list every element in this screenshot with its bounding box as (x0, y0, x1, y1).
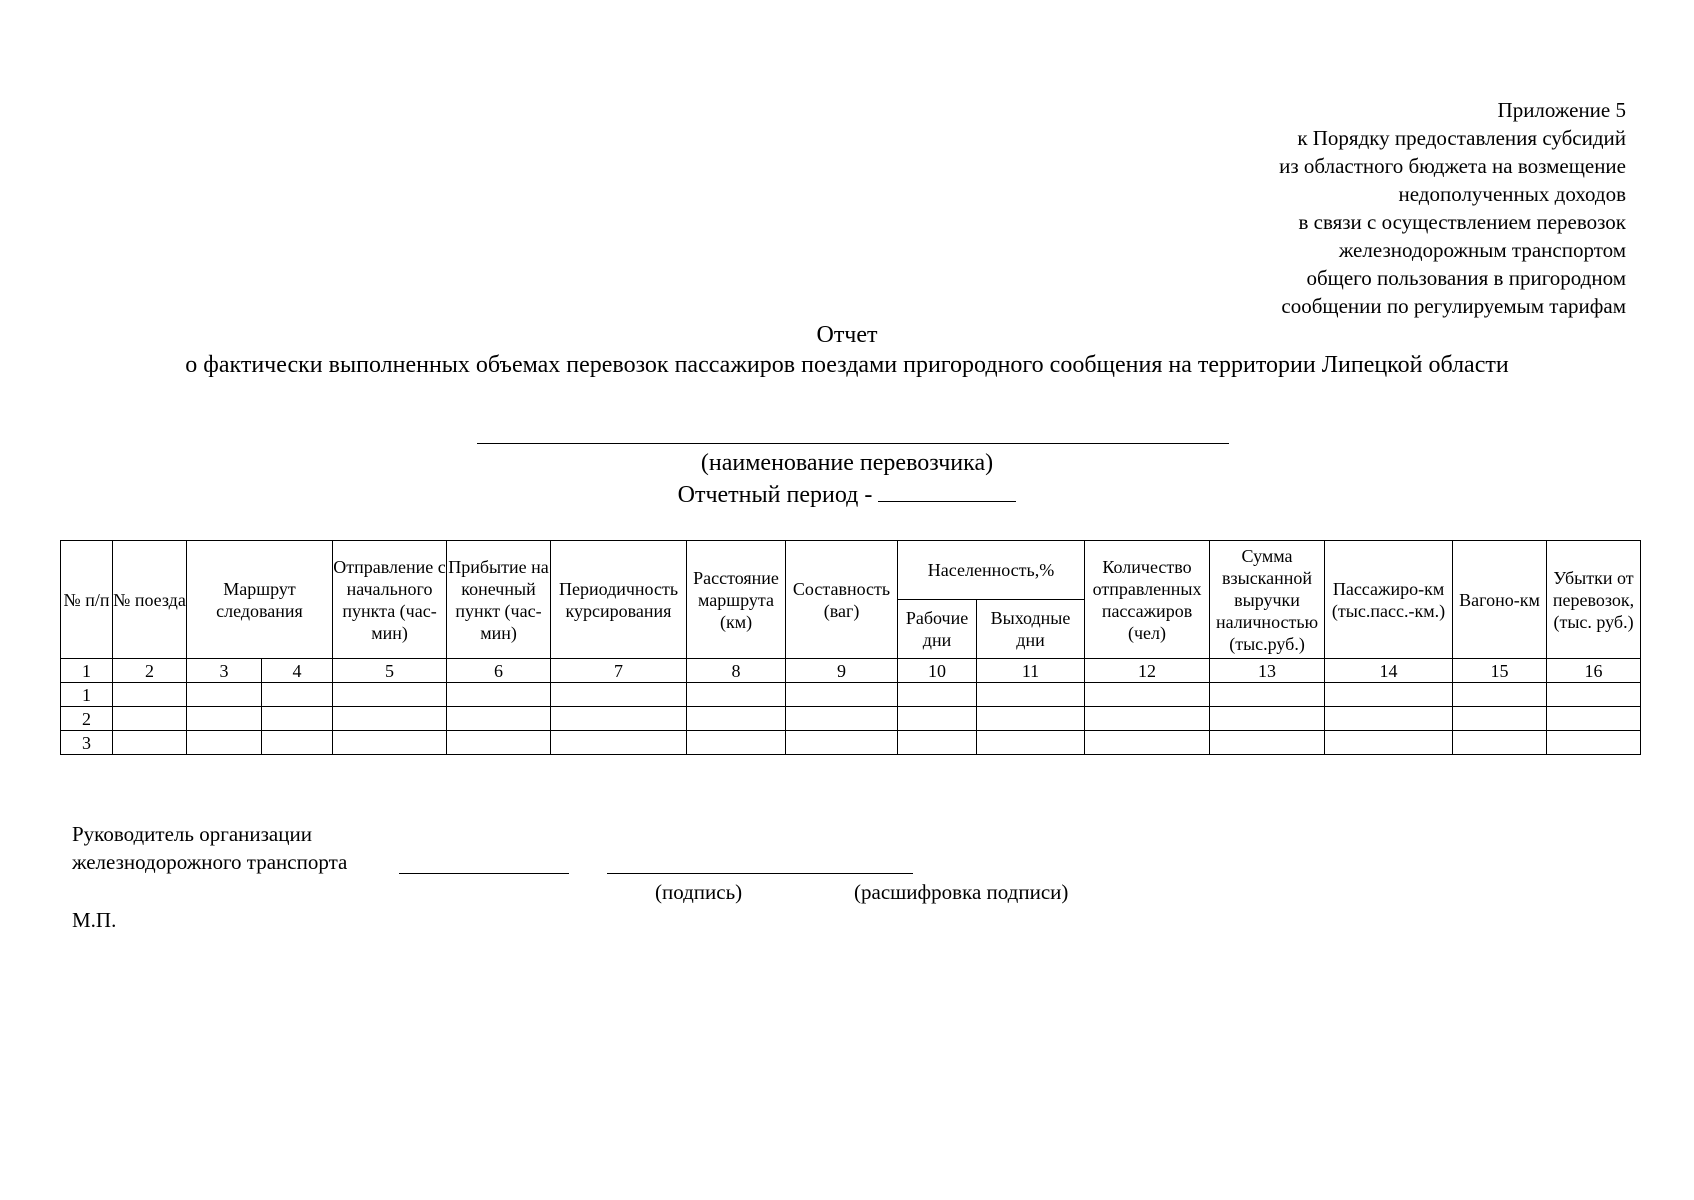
appendix-line: сообщении по регулируемым тарифам (1281, 294, 1626, 318)
table-row (61, 683, 1641, 707)
column-number: 6 (447, 659, 551, 683)
period-field[interactable] (878, 481, 1016, 502)
carrier-caption: (наименование перевозчика) (700, 450, 994, 476)
appendix-block (1279, 96, 1626, 320)
appendix-line: Приложение 5 (1497, 98, 1626, 122)
table-cell[interactable] (1547, 731, 1641, 755)
title-block (0, 320, 1694, 380)
table-cell[interactable] (1325, 683, 1453, 707)
table-cell[interactable] (687, 683, 786, 707)
signature-block (72, 820, 347, 876)
header-occupancy: Населенность,% (898, 541, 1085, 600)
column-number: 4 (262, 659, 333, 683)
appendix-line: в связи с осуществлением перевозок (1298, 210, 1626, 234)
column-number: 9 (786, 659, 898, 683)
signer-title-line1: Руководитель организации (72, 822, 312, 846)
table-cell[interactable] (786, 683, 898, 707)
table-cell[interactable] (977, 707, 1085, 731)
table-cell[interactable] (333, 707, 447, 731)
table-cell[interactable] (977, 683, 1085, 707)
table-cell[interactable] (1325, 707, 1453, 731)
header-composition: Составность (ваг) (786, 541, 898, 659)
decryption-caption: (расшифровка подписи) (854, 880, 1069, 904)
header-departure: Отправление с начального пункта (час-мин) (333, 541, 447, 659)
appendix-line: недополученных доходов (1398, 182, 1626, 206)
row-number: 1 (61, 683, 113, 707)
table-cell[interactable] (1453, 707, 1547, 731)
header-losses: Убытки от перевозок, (тыс. руб.) (1547, 541, 1641, 659)
table-cell[interactable] (113, 707, 187, 731)
column-number: 7 (551, 659, 687, 683)
period-label: Отчетный период - (677, 482, 873, 508)
header-arrival: Прибытие на конечный пункт (час-мин) (447, 541, 551, 659)
header-route: Маршрут следования (187, 541, 333, 659)
table-cell[interactable] (977, 731, 1085, 755)
column-number: 15 (1453, 659, 1547, 683)
document-title: Отчет (816, 322, 878, 348)
signature-caption: (подпись) (655, 880, 743, 904)
table-cell[interactable] (187, 707, 262, 731)
column-number-row (61, 659, 1641, 683)
column-number: 2 (113, 659, 187, 683)
table-cell[interactable] (687, 731, 786, 755)
table-cell[interactable] (262, 707, 333, 731)
header-train: № поезда (113, 541, 187, 659)
table-cell[interactable] (551, 683, 687, 707)
column-number: 8 (687, 659, 786, 683)
row-number: 3 (61, 731, 113, 755)
header-wagon-km: Вагоно-км (1453, 541, 1547, 659)
table-row (61, 731, 1641, 755)
signature-field[interactable] (399, 873, 569, 874)
column-number: 12 (1085, 659, 1210, 683)
header-weekends: Выходные дни (977, 600, 1085, 659)
column-number: 1 (61, 659, 113, 683)
column-number: 16 (1547, 659, 1641, 683)
appendix-line: к Порядку предоставления субсидий (1297, 126, 1626, 150)
column-number: 3 (187, 659, 262, 683)
table-cell[interactable] (1210, 707, 1325, 731)
header-passenger-km: Пассажиро-км (тыс.пасс.-км.) (1325, 541, 1453, 659)
table-cell[interactable] (113, 683, 187, 707)
table-cell[interactable] (898, 731, 977, 755)
table-cell[interactable] (1210, 683, 1325, 707)
column-number: 5 (333, 659, 447, 683)
header-passengers: Количество отправленных пассажиров (чел) (1085, 541, 1210, 659)
column-number: 10 (898, 659, 977, 683)
table-cell[interactable] (551, 731, 687, 755)
table-cell[interactable] (1325, 731, 1453, 755)
row-number: 2 (61, 707, 113, 731)
table-cell[interactable] (1085, 707, 1210, 731)
column-number: 11 (977, 659, 1085, 683)
header-distance: Расстояние маршрута (км) (687, 541, 786, 659)
table-cell[interactable] (898, 707, 977, 731)
table-cell[interactable] (551, 707, 687, 731)
table-cell[interactable] (786, 707, 898, 731)
table-cell[interactable] (1547, 707, 1641, 731)
table-cell[interactable] (447, 707, 551, 731)
table-cell[interactable] (687, 707, 786, 731)
table-cell[interactable] (1453, 731, 1547, 755)
table-cell[interactable] (333, 731, 447, 755)
report-table (60, 540, 1641, 755)
table-row (61, 707, 1641, 731)
table-cell[interactable] (262, 731, 333, 755)
table-cell[interactable] (262, 683, 333, 707)
column-number: 13 (1210, 659, 1325, 683)
signature-decryption-field[interactable] (607, 873, 913, 874)
table-cell[interactable] (1085, 731, 1210, 755)
stamp-label: М.П. (72, 908, 117, 932)
table-cell[interactable] (187, 683, 262, 707)
table-cell[interactable] (447, 683, 551, 707)
signer-title-line2: железнодорожного транспорта (72, 850, 348, 874)
appendix-line: железнодорожным транспортом (1338, 238, 1626, 262)
table-cell[interactable] (898, 683, 977, 707)
carrier-name-field[interactable] (477, 417, 1229, 444)
reporting-period (0, 480, 1694, 510)
table-cell[interactable] (1085, 683, 1210, 707)
header-workdays: Рабочие дни (898, 600, 977, 659)
document-subtitle: о фактически выполненных объемах перевозок пассажиров поездами пригородного сообщения на территории Липецкой области (185, 352, 1509, 378)
appendix-line: из областного бюджета на возмещение (1279, 154, 1626, 178)
table-cell[interactable] (447, 731, 551, 755)
header-revenue: Сумма взысканной выручки наличностью (тыс.руб.) (1210, 541, 1325, 659)
header-np: № п/п (61, 541, 113, 659)
table-cell[interactable] (1453, 683, 1547, 707)
table-cell[interactable] (187, 731, 262, 755)
table-cell[interactable] (1210, 731, 1325, 755)
header-periodicity: Периодичность курсирования (551, 541, 687, 659)
appendix-line: общего пользования в пригородном (1306, 266, 1626, 290)
column-number: 14 (1325, 659, 1453, 683)
table-cell[interactable] (333, 683, 447, 707)
table-cell[interactable] (1547, 683, 1641, 707)
table-cell[interactable] (786, 731, 898, 755)
table-cell[interactable] (113, 731, 187, 755)
